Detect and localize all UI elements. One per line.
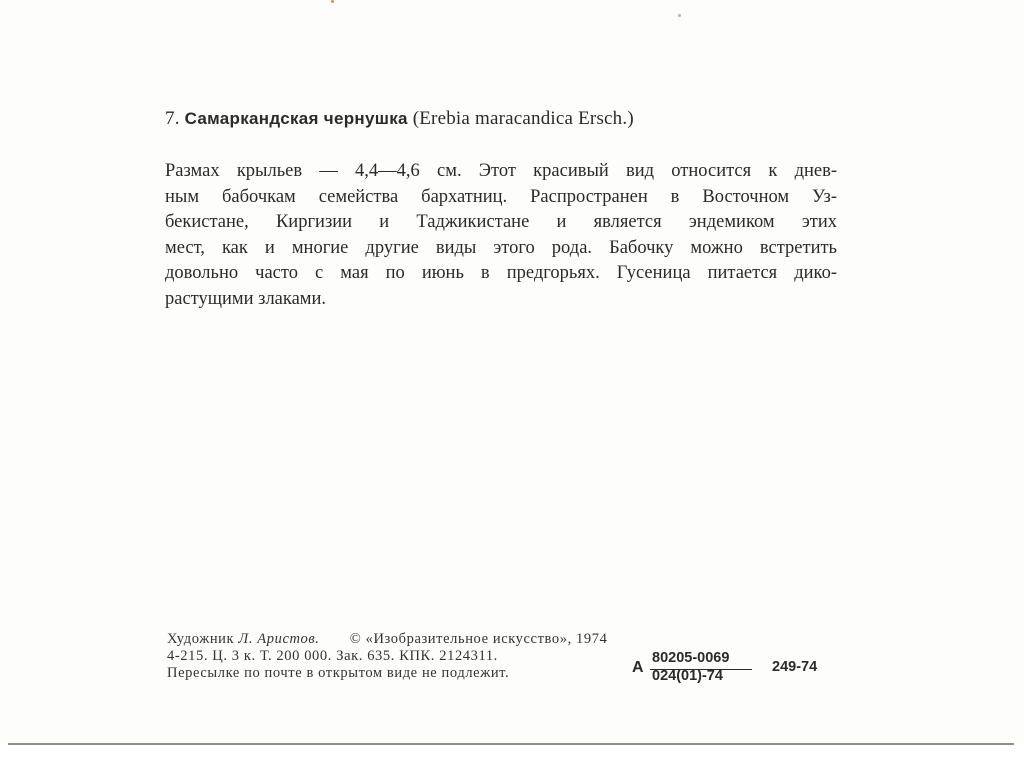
index-numerator: 80205-0069 bbox=[652, 650, 730, 666]
species-description bbox=[165, 159, 837, 313]
paper-speck bbox=[678, 14, 681, 17]
description-line: бекистане, Киргизии и Таджикистане и является эндемиком этих bbox=[165, 212, 837, 233]
artist-label: Художник bbox=[167, 631, 235, 647]
index-letter: А bbox=[632, 659, 644, 676]
publisher-imprint bbox=[167, 631, 607, 682]
copyright-notice: © «Изобразительное искусство», 1974 bbox=[349, 631, 608, 647]
description-line: Размах крыльев — 4,4—4,6 см. Этот красивый вид относится к днев- bbox=[165, 161, 837, 181]
species-number: 7. bbox=[165, 108, 180, 129]
index-code: 249-74 bbox=[772, 659, 818, 675]
paper-speck bbox=[331, 0, 334, 3]
description-line: ным бабочкам семейства бархатниц. Распространен в Восточном Уз- bbox=[165, 186, 837, 207]
species-name-russian: Самаркандская чернушка bbox=[184, 109, 408, 128]
artist-name: Л. Аристов. bbox=[238, 631, 320, 647]
imprint-artist-row bbox=[167, 631, 607, 648]
description-line: растущими злаками. bbox=[165, 288, 327, 309]
index-denominator: 024(01)-74 bbox=[652, 668, 723, 684]
card-bottom-edge bbox=[8, 743, 1014, 745]
species-name-latin: (Erebia maracandica Ersch.) bbox=[412, 108, 634, 129]
description-line: довольно часто с мая по июнь в предгорьях. Гусеница питается дико- bbox=[165, 263, 837, 284]
description-line: мест, как и многие другие виды этого рода. Бабочку можно встретить bbox=[165, 237, 837, 258]
postal-note: Пересылке по почте в открытом виде не подлежит. bbox=[167, 665, 510, 681]
species-heading bbox=[165, 108, 634, 130]
print-info: 4-215. Ц. 3 к. Т. 200 000. Зак. 635. КПК. 2124311. bbox=[167, 648, 498, 664]
